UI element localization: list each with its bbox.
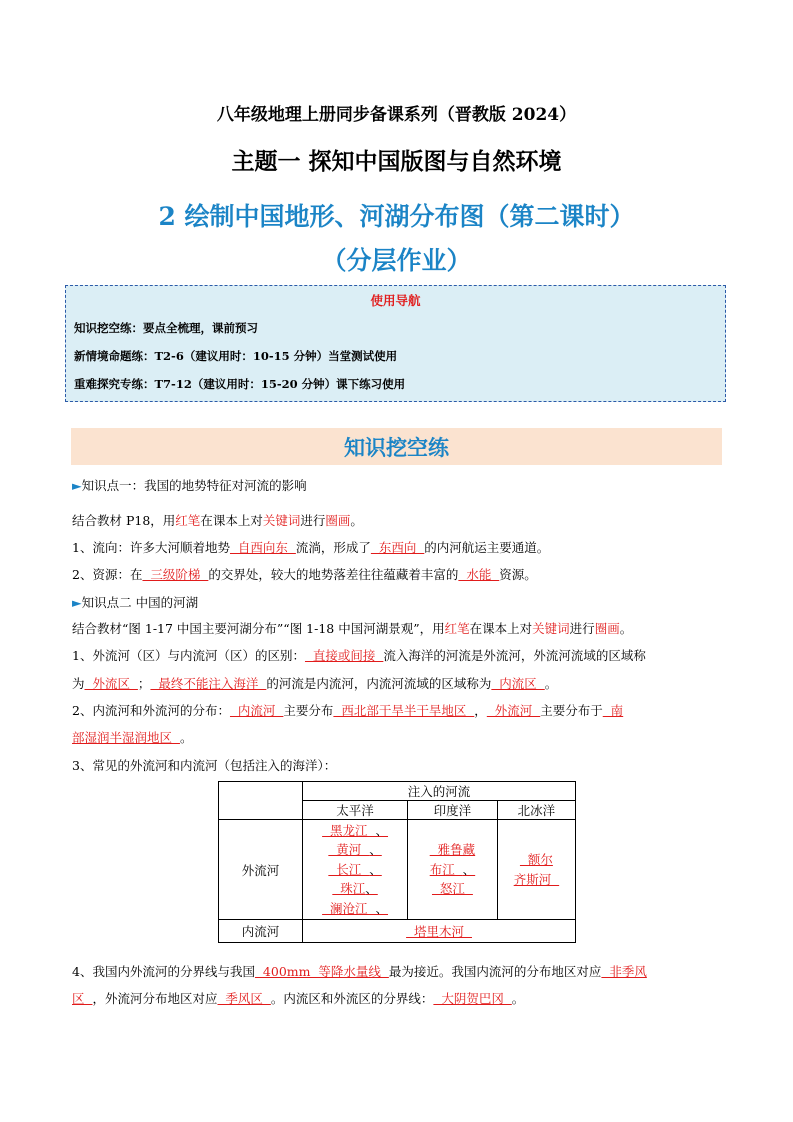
layer-subtitle: （分层作业）	[321, 246, 472, 275]
theme-title: 主题一 探知中国版图与自然环境	[231, 149, 562, 175]
text: 进行	[569, 621, 595, 636]
ocean-arctic: 北冰洋	[497, 801, 575, 820]
nav-line-2: 新情境命题练：T2-6（建议用时：10-15 分钟）当堂测试使用	[74, 349, 398, 363]
river-item	[408, 860, 497, 880]
rivers-table	[218, 781, 576, 943]
answer-blank: 水能	[458, 567, 500, 582]
table-header: 注入的河流	[303, 782, 576, 801]
text: 资源。	[499, 567, 537, 582]
text: 流入海洋的河流是外流河，外流河流域的区域称	[383, 648, 646, 663]
outer-river-label: 外流河	[219, 820, 303, 920]
answer-blank: 外流河	[486, 703, 541, 718]
river-item	[303, 860, 407, 880]
nav-line-3: 重难探究专练：T7-12（建议用时：15-20 分钟）课下练习使用	[74, 377, 406, 391]
answer-blank: 三级阶梯	[142, 567, 209, 582]
arctic-rivers-cell	[497, 820, 575, 920]
kp2-diff-line1	[72, 646, 646, 664]
text: ，	[474, 703, 487, 718]
section-banner-title: 知识挖空练	[344, 435, 449, 460]
inner-rivers-cell	[303, 920, 576, 943]
river-name: 塔里木河	[406, 924, 472, 939]
knowledge-point-1	[72, 476, 307, 494]
separator: 、	[462, 861, 476, 877]
kp2-diff-line2	[72, 674, 557, 692]
river-name: 黄河	[328, 842, 370, 858]
kp1-flow	[72, 538, 549, 556]
separator: 、	[369, 861, 382, 877]
answer-blank: 南	[602, 703, 624, 718]
kp2-dist-line2	[72, 728, 192, 746]
answer-blank: 西北部干旱半干旱地区	[333, 703, 475, 718]
inner-river-label: 内流河	[219, 920, 303, 943]
text: 。	[350, 513, 363, 528]
kp2-common: 3、常见的外流河和内流河（包括注入的海洋）：	[72, 758, 337, 773]
text: 1、外流河（区）与内流河（区）的区别：	[72, 648, 305, 663]
red-keyword: 关键词	[532, 621, 570, 636]
text: 。	[544, 676, 558, 691]
text: 结合教材“图 1-17 中国主要河湖分布”“图 1-18 中国河湖景观”，用	[72, 621, 445, 636]
answer-blank: 东西向	[370, 540, 425, 555]
river-item	[303, 879, 407, 899]
kp2-boundary-line1	[72, 962, 647, 980]
separator: 、	[365, 881, 378, 897]
ocean-indian: 印度洋	[408, 801, 498, 820]
answer-blank: 最终不能注入海洋	[150, 676, 267, 691]
text: 的内河航运主要通道。	[424, 540, 550, 555]
kp1-intro	[72, 511, 363, 529]
answer-blank: 季风区	[217, 991, 271, 1006]
text: 4、我国内外流河的分界线与我国	[72, 964, 255, 979]
river-name: 澜沧江	[322, 900, 376, 916]
separator: 、	[369, 842, 382, 858]
answer-blank: 大阴贺巴冈	[433, 991, 512, 1006]
text: 最为接近。我国内流河的分布地区对应	[388, 964, 602, 979]
text: 的河流是内流河，内流河流域的区域称为	[266, 676, 492, 691]
text: 为	[72, 676, 85, 691]
text: 。	[619, 621, 633, 636]
text: 的交界处，较大的地势落差往往蕴藏着丰富的	[208, 567, 459, 582]
table-corner-cell	[219, 782, 303, 820]
text: 流淌，形成了	[295, 540, 371, 555]
answer-blank: 直接或间接	[304, 648, 384, 663]
text: 进行	[300, 513, 326, 528]
river-name: 额尔	[519, 852, 553, 867]
river-item	[303, 899, 407, 919]
answer-blank: 外流区	[84, 676, 138, 691]
text: 结合教材 P18，用	[72, 513, 176, 528]
text: 。内流区和外流区的分界线：	[270, 991, 434, 1006]
nav-title: 使用导航	[370, 293, 421, 308]
river-name: 珠江	[332, 881, 366, 897]
series-title: 八年级地理上册同步备课系列（晋教版 2024）	[216, 105, 577, 125]
kp1-title: 知识点一：我国的地势特征对河流的影响	[81, 478, 307, 493]
text: 在课本上对	[469, 621, 533, 636]
kp1-resource	[72, 565, 537, 583]
ocean-pacific: 太平洋	[303, 801, 408, 820]
river-name: 布江	[429, 861, 463, 877]
answer-blank: 400mm 等降水量线	[254, 964, 389, 979]
river-name: 齐斯河	[513, 871, 560, 887]
text: 1、流向：许多大河顺着地势	[72, 540, 230, 555]
kp2-intro	[72, 619, 632, 637]
text: 。	[511, 991, 525, 1006]
text: 2、资源：在	[72, 567, 143, 582]
indian-rivers-cell	[408, 820, 498, 920]
text: 2、内流河和外流河的分布：	[72, 703, 230, 718]
answer-blank: 自西向东	[229, 540, 296, 555]
answer-blank: 部湿润半湿润地区	[72, 730, 180, 745]
text: ；	[137, 676, 151, 691]
river-name: 长江	[328, 861, 370, 877]
separator: 、	[375, 900, 389, 916]
red-keyword: 圈画	[594, 621, 620, 636]
triangle-marker-icon: ►	[72, 595, 82, 610]
river-name: 黑龙江	[322, 822, 376, 838]
river-item	[303, 840, 407, 860]
red-keyword: 红笔	[175, 513, 201, 528]
answer-blank: 区	[72, 991, 93, 1006]
pacific-rivers-cell	[303, 820, 408, 920]
river-name: 雅鲁藏	[429, 842, 476, 858]
answer-blank: 非季风	[601, 964, 647, 979]
lesson-title: 2 绘制中国地形、河湖分布图（第二课时）	[158, 202, 635, 231]
river-name: 怒江	[431, 881, 473, 897]
answer-blank: 内流河	[229, 703, 284, 718]
knowledge-point-2	[72, 593, 198, 611]
kp2-title: 知识点二 中国的河湖	[81, 595, 199, 610]
red-keyword: 红笔	[444, 621, 470, 636]
red-keyword: 关键词	[262, 513, 301, 528]
separator: 、	[375, 822, 389, 838]
text: ，外流河分布地区对应	[92, 991, 218, 1006]
kp2-boundary-line2	[72, 989, 524, 1007]
triangle-marker-icon: ►	[72, 478, 82, 493]
kp2-dist-line1	[72, 701, 623, 719]
text: 在课本上对	[200, 513, 263, 528]
nav-line-1: 知识挖空练：要点全梳理，课前预习	[74, 321, 258, 335]
text: 主要分布于	[540, 703, 603, 718]
text: 。	[179, 730, 193, 745]
text: 主要分布	[283, 703, 334, 718]
red-keyword: 圈画	[325, 513, 351, 528]
river-item	[303, 821, 407, 841]
answer-blank: 内流区	[491, 676, 545, 691]
